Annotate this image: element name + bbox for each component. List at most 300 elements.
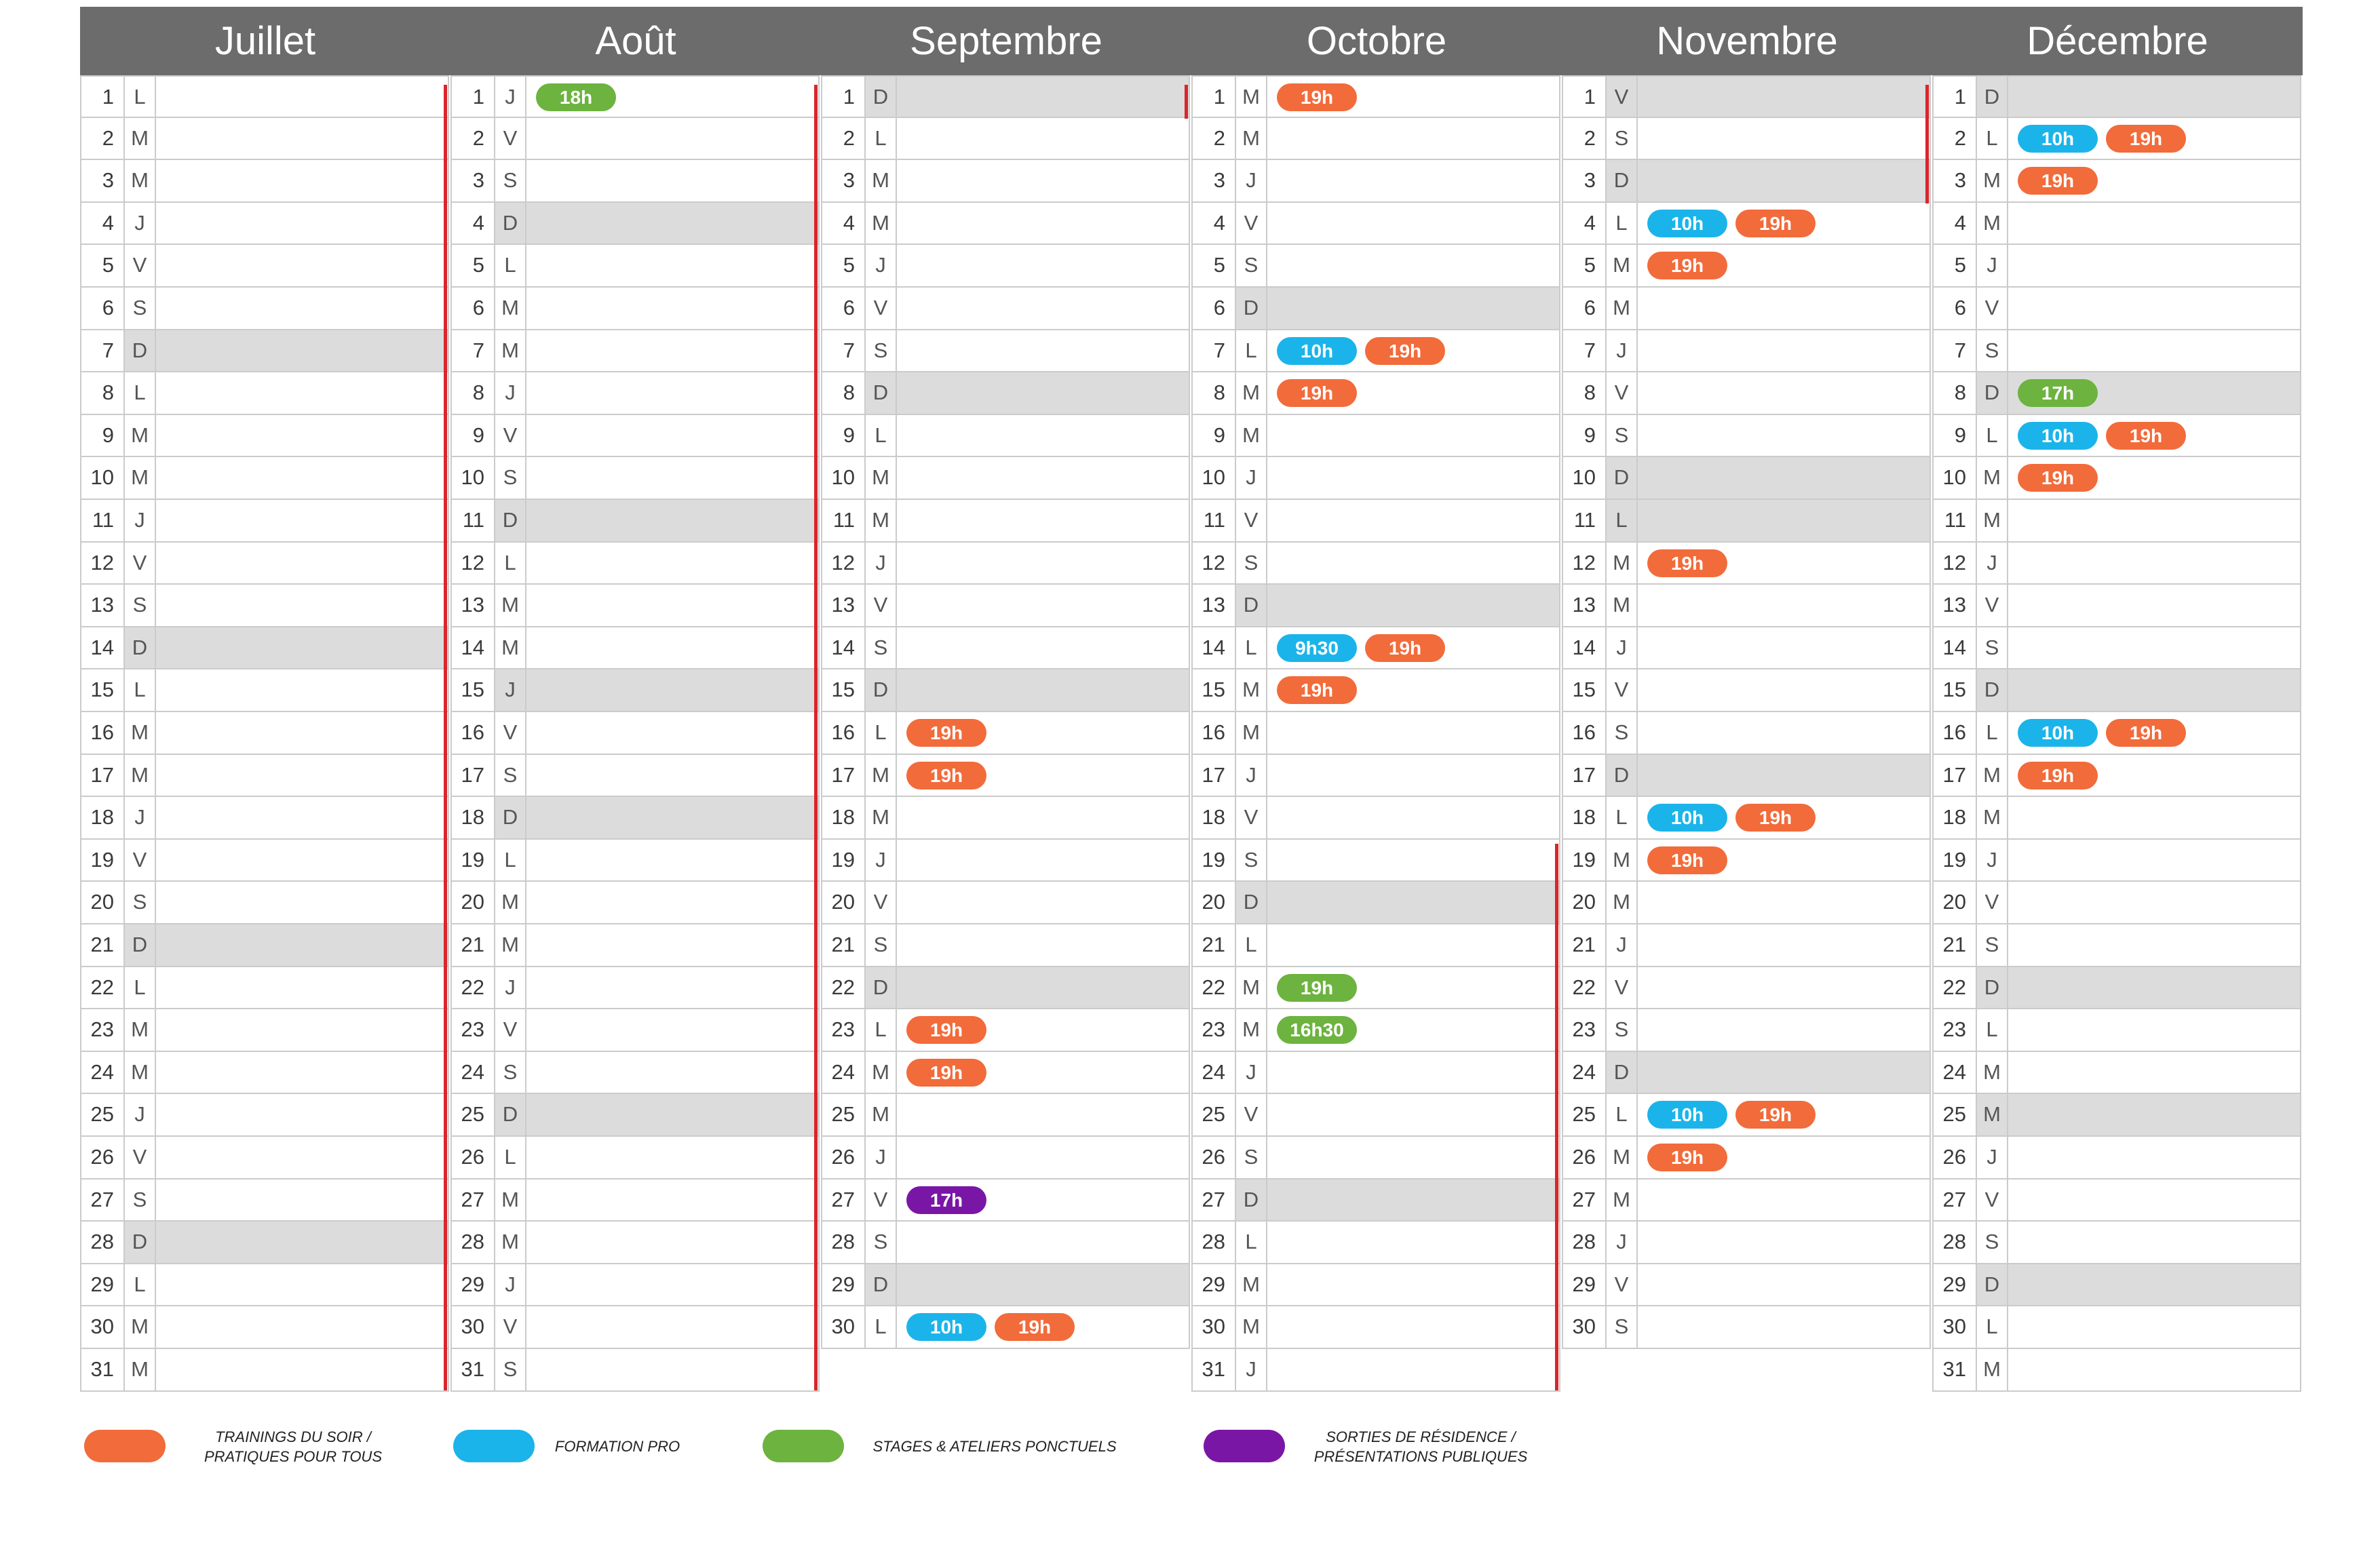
- event-pill-trainings[interactable]: 19h: [906, 762, 986, 789]
- day-row: [450, 118, 820, 161]
- weekday-letter: S: [495, 457, 526, 499]
- day-row: [80, 118, 449, 161]
- day-number: 29: [1563, 1264, 1607, 1306]
- day-row: [1191, 543, 1560, 585]
- event-cell: [2008, 1137, 2300, 1178]
- day-number: 16: [1193, 712, 1236, 754]
- weekday-letter: D: [125, 330, 156, 372]
- day-row: [821, 288, 1190, 330]
- event-cell: [156, 245, 448, 286]
- event-pill-formation[interactable]: 9h30: [1277, 634, 1357, 662]
- event-cell: [526, 627, 818, 669]
- weekday-letter: M: [1607, 585, 1638, 626]
- weekday-letter: V: [495, 1009, 526, 1051]
- weekday-letter: J: [1236, 160, 1267, 201]
- event-cell: [156, 160, 448, 201]
- event-cell: [2008, 627, 2300, 669]
- event-pill-stages[interactable]: 17h: [2018, 379, 2098, 407]
- day-row: [1191, 203, 1560, 246]
- day-row: [1562, 1052, 1931, 1095]
- day-number: 19: [1563, 840, 1607, 881]
- day-row: [821, 1137, 1190, 1179]
- day-row: [1562, 755, 1931, 798]
- event-cell: [526, 840, 818, 881]
- event-pill-formation[interactable]: 10h: [1277, 337, 1357, 365]
- weekday-letter: D: [1607, 160, 1638, 201]
- event-cell: [526, 500, 818, 541]
- event-cell: [2008, 840, 2300, 881]
- day-number: 28: [1563, 1222, 1607, 1263]
- day-number: 22: [81, 967, 125, 1009]
- weekday-letter: M: [125, 457, 156, 499]
- weekday-letter: L: [1236, 1222, 1267, 1263]
- event-pill-trainings[interactable]: 19h: [995, 1313, 1075, 1341]
- weekday-letter: M: [495, 882, 526, 923]
- day-number: 29: [822, 1264, 866, 1306]
- weekday-letter: D: [495, 797, 526, 838]
- day-number: 30: [822, 1306, 866, 1348]
- day-row: [1562, 75, 1931, 118]
- weekday-letter: D: [1236, 585, 1267, 626]
- month-divider-line: [1925, 85, 1929, 203]
- day-row: [1932, 415, 2301, 458]
- weekday-letter: S: [1236, 245, 1267, 286]
- event-pill-trainings[interactable]: 19h: [906, 1016, 986, 1044]
- weekday-letter: L: [866, 712, 897, 754]
- day-number: 10: [1193, 457, 1236, 499]
- weekday-letter: M: [1607, 882, 1638, 923]
- event-cell: [526, 797, 818, 838]
- event-cell: [2008, 415, 2300, 456]
- day-row: [1191, 457, 1560, 500]
- event-pill-trainings[interactable]: 19h: [1647, 1144, 1727, 1171]
- day-row: [1932, 755, 2301, 798]
- day-number: 17: [1934, 755, 1977, 796]
- day-row: [1191, 415, 1560, 458]
- event-cell: [1638, 500, 1930, 541]
- event-cell: [156, 77, 448, 117]
- day-row: [450, 75, 820, 118]
- event-cell: [897, 669, 1189, 711]
- event-pill-trainings[interactable]: 19h: [1277, 83, 1357, 111]
- month-header: Novembre: [1562, 7, 1932, 75]
- event-cell: [526, 457, 818, 499]
- day-row: [80, 882, 449, 924]
- day-row: [1191, 585, 1560, 627]
- day-row: [450, 1222, 820, 1264]
- event-cell: [897, 924, 1189, 966]
- day-row: [1562, 967, 1931, 1010]
- event-pill-formation[interactable]: 10h: [1647, 1101, 1727, 1129]
- day-row: [450, 330, 820, 373]
- day-row: [80, 415, 449, 458]
- day-number: 4: [1934, 203, 1977, 244]
- day-number: 8: [1934, 372, 1977, 414]
- weekday-letter: M: [1977, 1052, 2008, 1093]
- day-number: 11: [81, 500, 125, 541]
- day-number: 29: [1934, 1264, 1977, 1306]
- weekday-letter: M: [866, 797, 897, 838]
- day-row: [821, 712, 1190, 755]
- event-cell: [526, 415, 818, 456]
- day-row: [450, 543, 820, 585]
- weekday-letter: L: [1977, 1306, 2008, 1348]
- day-row: [821, 585, 1190, 627]
- day-row: [80, 1137, 449, 1179]
- day-number: 22: [452, 967, 495, 1009]
- day-number: 18: [1934, 797, 1977, 838]
- event-cell: [1267, 118, 1559, 159]
- weekday-letter: M: [495, 585, 526, 626]
- weekday-letter: L: [125, 372, 156, 414]
- weekday-letter: L: [125, 967, 156, 1009]
- day-row: [1562, 1009, 1931, 1052]
- weekday-letter: M: [125, 118, 156, 159]
- event-cell: [156, 967, 448, 1009]
- weekday-letter: V: [125, 1137, 156, 1178]
- day-row: [1191, 1137, 1560, 1179]
- day-number: 31: [452, 1349, 495, 1390]
- weekday-letter: L: [495, 543, 526, 584]
- event-pill-trainings[interactable]: 19h: [2018, 167, 2098, 195]
- event-cell: [526, 372, 818, 414]
- day-row: [450, 288, 820, 330]
- day-row: [1932, 1306, 2301, 1349]
- day-number: 9: [822, 415, 866, 456]
- weekday-letter: M: [125, 712, 156, 754]
- event-cell: [1638, 1264, 1930, 1306]
- event-pill-trainings[interactable]: 19h: [1735, 210, 1816, 237]
- day-number: 25: [822, 1094, 866, 1135]
- day-row: [80, 457, 449, 500]
- event-pill-trainings[interactable]: 19h: [1735, 804, 1816, 832]
- month-header: Octobre: [1191, 7, 1562, 75]
- event-cell: [156, 330, 448, 372]
- event-pill-formation[interactable]: 10h: [906, 1313, 986, 1341]
- day-number: 28: [452, 1222, 495, 1263]
- day-row: [1562, 372, 1931, 415]
- day-row: [1562, 1222, 1931, 1264]
- weekday-letter: L: [125, 1264, 156, 1306]
- day-row: [450, 924, 820, 967]
- day-row: [80, 924, 449, 967]
- day-number: 31: [81, 1349, 125, 1390]
- event-cell: [1267, 1264, 1559, 1306]
- month-header: Décembre: [1932, 7, 2303, 75]
- day-number: 3: [81, 160, 125, 201]
- day-row: [821, 245, 1190, 288]
- day-row: [1932, 924, 2301, 967]
- day-row: [450, 245, 820, 288]
- event-pill-trainings[interactable]: 19h: [2106, 719, 2186, 747]
- event-cell: [526, 543, 818, 584]
- event-cell: [526, 1179, 818, 1221]
- weekday-letter: J: [866, 245, 897, 286]
- weekday-letter: L: [866, 1306, 897, 1348]
- day-number: 18: [1563, 797, 1607, 838]
- day-row: [80, 1094, 449, 1137]
- weekday-letter: M: [1236, 372, 1267, 414]
- weekday-letter: S: [1977, 1222, 2008, 1263]
- day-row: [80, 712, 449, 755]
- month-divider-line: [1555, 844, 1558, 1390]
- day-row: [1932, 1349, 2301, 1392]
- event-cell: [1638, 203, 1930, 244]
- day-row: [1932, 712, 2301, 755]
- event-pill-formation[interactable]: 10h: [1647, 210, 1727, 237]
- event-pill-trainings[interactable]: 19h: [2106, 422, 2186, 450]
- event-cell: [1638, 1222, 1930, 1263]
- day-number: 2: [822, 118, 866, 159]
- weekday-letter: J: [495, 967, 526, 1009]
- weekday-letter: D: [1977, 967, 2008, 1009]
- day-number: 13: [1934, 585, 1977, 626]
- day-row: [80, 755, 449, 798]
- day-row: [821, 543, 1190, 585]
- event-pill-stages[interactable]: 16h30: [1277, 1016, 1357, 1044]
- event-cell: [1267, 245, 1559, 286]
- event-pill-trainings[interactable]: 19h: [1647, 252, 1727, 279]
- event-cell: [897, 585, 1189, 626]
- day-number: 8: [81, 372, 125, 414]
- event-cell: [897, 1137, 1189, 1178]
- day-number: 18: [822, 797, 866, 838]
- event-pill-formation[interactable]: 10h: [2018, 719, 2098, 747]
- day-row: [821, 500, 1190, 543]
- day-number: 6: [81, 288, 125, 329]
- day-row: [1932, 585, 2301, 627]
- event-pill-trainings[interactable]: 19h: [2106, 125, 2186, 153]
- day-number: 5: [81, 245, 125, 286]
- day-number: 27: [1934, 1179, 1977, 1221]
- event-cell: [526, 755, 818, 796]
- event-cell: [1638, 967, 1930, 1009]
- weekday-letter: L: [125, 669, 156, 711]
- event-pill-trainings[interactable]: 19h: [1365, 634, 1445, 662]
- day-row: [1932, 543, 2301, 585]
- event-pill-trainings[interactable]: 19h: [1277, 676, 1357, 704]
- weekday-letter: V: [125, 245, 156, 286]
- day-number: 4: [1193, 203, 1236, 244]
- day-number: 24: [1563, 1052, 1607, 1093]
- event-cell: [156, 1306, 448, 1348]
- day-number: 12: [822, 543, 866, 584]
- day-number: 20: [452, 882, 495, 923]
- day-row: [821, 372, 1190, 415]
- day-row: [1932, 797, 2301, 840]
- weekday-letter: D: [1607, 457, 1638, 499]
- weekday-letter: J: [1977, 543, 2008, 584]
- day-number: 16: [81, 712, 125, 754]
- day-row: [80, 967, 449, 1010]
- event-cell: [156, 797, 448, 838]
- day-number: 9: [1934, 415, 1977, 456]
- day-number: 6: [1934, 288, 1977, 329]
- event-pill-formation[interactable]: 10h: [2018, 125, 2098, 153]
- day-number: 26: [81, 1137, 125, 1178]
- day-row: [450, 712, 820, 755]
- day-number: 25: [1193, 1094, 1236, 1135]
- day-row: [450, 203, 820, 246]
- day-number: 23: [1193, 1009, 1236, 1051]
- event-pill-trainings[interactable]: 19h: [1647, 846, 1727, 874]
- day-row: [450, 1349, 820, 1392]
- day-number: 19: [452, 840, 495, 881]
- weekday-letter: V: [495, 1306, 526, 1348]
- event-pill-sorties[interactable]: 17h: [906, 1186, 986, 1214]
- day-number: 2: [1193, 118, 1236, 159]
- event-cell: [897, 1179, 1189, 1221]
- day-number: 8: [452, 372, 495, 414]
- day-row: [80, 1052, 449, 1095]
- event-cell: [1267, 372, 1559, 414]
- day-row: [1932, 1222, 2301, 1264]
- day-row: [821, 1264, 1190, 1307]
- event-cell: [1267, 1137, 1559, 1178]
- event-cell: [526, 1094, 818, 1135]
- day-number: 26: [1934, 1137, 1977, 1178]
- event-cell: [1638, 1306, 1930, 1348]
- weekday-letter: V: [866, 882, 897, 923]
- day-number: 17: [81, 755, 125, 796]
- event-pill-trainings[interactable]: 19h: [1277, 379, 1357, 407]
- event-cell: [156, 1222, 448, 1263]
- day-row: [821, 118, 1190, 161]
- day-number: 17: [822, 755, 866, 796]
- day-row: [1562, 797, 1931, 840]
- weekday-letter: M: [1977, 1349, 2008, 1390]
- weekday-letter: S: [1977, 627, 2008, 669]
- weekday-letter: V: [1607, 77, 1638, 117]
- day-number: 7: [822, 330, 866, 372]
- event-pill-trainings[interactable]: 19h: [1647, 549, 1727, 577]
- event-cell: [897, 457, 1189, 499]
- event-pill-trainings[interactable]: 19h: [2018, 464, 2098, 492]
- event-pill-stages[interactable]: 19h: [1277, 974, 1357, 1002]
- month-column: [1191, 7, 1562, 1381]
- event-cell: [1267, 330, 1559, 372]
- day-number: 29: [452, 1264, 495, 1306]
- event-cell: [2008, 457, 2300, 499]
- event-cell: [1267, 1094, 1559, 1135]
- day-number: 6: [1563, 288, 1607, 329]
- day-row: [1562, 245, 1931, 288]
- day-number: 27: [452, 1179, 495, 1221]
- weekday-letter: J: [495, 1264, 526, 1306]
- weekday-letter: V: [1977, 1179, 2008, 1221]
- event-cell: [2008, 1179, 2300, 1221]
- weekday-letter: L: [1236, 924, 1267, 966]
- event-cell: [156, 543, 448, 584]
- day-number: 8: [1193, 372, 1236, 414]
- day-number: 10: [452, 457, 495, 499]
- weekday-letter: D: [125, 924, 156, 966]
- event-cell: [1267, 797, 1559, 838]
- weekday-letter: M: [1607, 288, 1638, 329]
- event-pill-stages[interactable]: 18h: [536, 83, 616, 111]
- day-number: 13: [1563, 585, 1607, 626]
- day-number: 15: [452, 669, 495, 711]
- weekday-letter: J: [125, 1094, 156, 1135]
- legend-label: SORTIES DE RÉSIDENCE / PRÉSENTATIONS PUBLIQUES: [1313, 1428, 1528, 1465]
- day-number: 7: [81, 330, 125, 372]
- weekday-letter: L: [866, 118, 897, 159]
- weekday-letter: D: [1977, 77, 2008, 117]
- weekday-letter: M: [1977, 500, 2008, 541]
- day-row: [821, 203, 1190, 246]
- day-number: 26: [452, 1137, 495, 1178]
- day-number: 21: [81, 924, 125, 966]
- day-row: [821, 160, 1190, 203]
- event-pill-trainings[interactable]: 19h: [1365, 337, 1445, 365]
- event-cell: [156, 1179, 448, 1221]
- weekday-letter: V: [1236, 500, 1267, 541]
- day-row: [1191, 755, 1560, 798]
- weekday-letter: V: [1977, 585, 2008, 626]
- day-number: 17: [1563, 755, 1607, 796]
- day-row: [1191, 1264, 1560, 1307]
- weekday-letter: L: [1607, 797, 1638, 838]
- day-row: [450, 500, 820, 543]
- day-number: 1: [452, 77, 495, 117]
- weekday-letter: M: [1977, 797, 2008, 838]
- event-pill-formation[interactable]: 10h: [2018, 422, 2098, 450]
- day-row: [821, 1094, 1190, 1137]
- weekday-letter: J: [1977, 1137, 2008, 1178]
- event-pill-trainings[interactable]: 19h: [906, 719, 986, 747]
- day-row: [1562, 1137, 1931, 1179]
- event-pill-trainings[interactable]: 19h: [1735, 1101, 1816, 1129]
- weekday-letter: D: [1977, 669, 2008, 711]
- weekday-letter: S: [1236, 543, 1267, 584]
- day-row: [1191, 1222, 1560, 1264]
- day-row: [821, 1009, 1190, 1052]
- day-row: [80, 585, 449, 627]
- event-cell: [897, 627, 1189, 669]
- weekday-letter: L: [125, 77, 156, 117]
- weekday-letter: V: [495, 712, 526, 754]
- day-row: [1562, 1306, 1931, 1349]
- day-row: [450, 585, 820, 627]
- event-cell: [156, 500, 448, 541]
- day-row: [1191, 797, 1560, 840]
- weekday-letter: S: [125, 585, 156, 626]
- event-cell: [526, 245, 818, 286]
- event-pill-trainings[interactable]: 19h: [906, 1059, 986, 1087]
- month-column: [1932, 7, 2303, 1381]
- day-number: 15: [1934, 669, 1977, 711]
- event-cell: [1267, 1052, 1559, 1093]
- event-cell: [897, 1052, 1189, 1093]
- weekday-letter: S: [1607, 415, 1638, 456]
- day-row: [1191, 924, 1560, 967]
- weekday-letter: D: [1607, 1052, 1638, 1093]
- weekday-letter: M: [1236, 415, 1267, 456]
- weekday-letter: M: [866, 203, 897, 244]
- event-pill-formation[interactable]: 10h: [1647, 804, 1727, 832]
- day-number: 23: [1934, 1009, 1977, 1051]
- weekday-letter: D: [495, 203, 526, 244]
- event-cell: [897, 1306, 1189, 1348]
- day-row: [1191, 967, 1560, 1010]
- day-number: 2: [1934, 118, 1977, 159]
- day-row: [450, 415, 820, 458]
- day-number: 30: [1934, 1306, 1977, 1348]
- weekday-letter: J: [1236, 457, 1267, 499]
- month-header: Juillet: [80, 7, 450, 75]
- weekday-letter: D: [1236, 1179, 1267, 1221]
- event-pill-trainings[interactable]: 19h: [2018, 762, 2098, 789]
